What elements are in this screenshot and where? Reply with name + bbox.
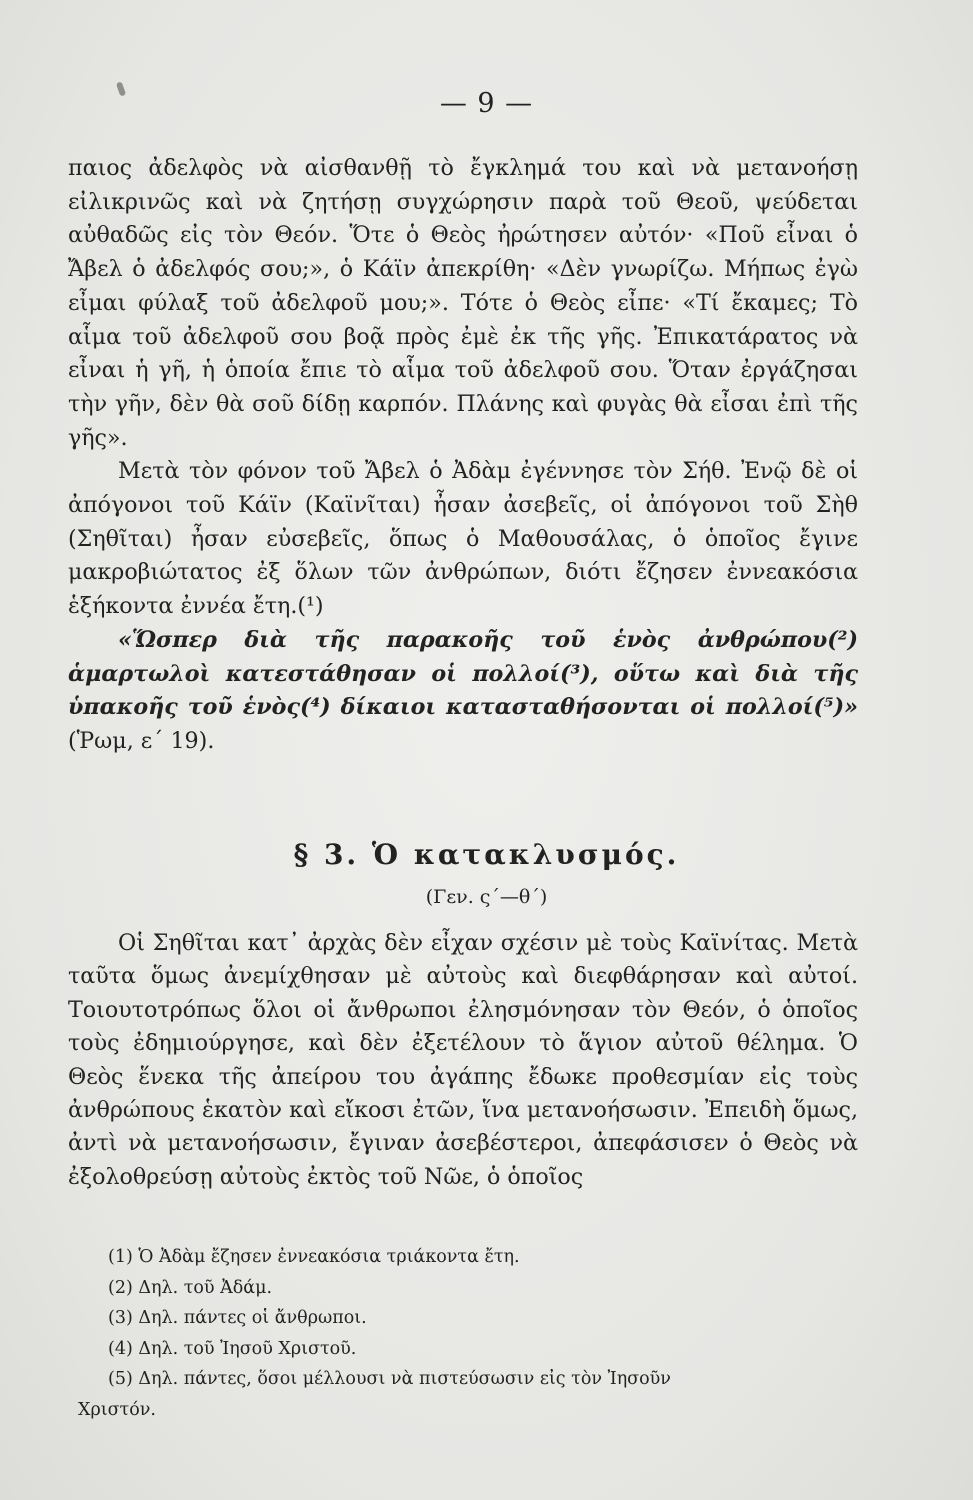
- section-paragraph: Οἱ Σηθῖται κατ᾽ ἀρχὰς δὲν εἶχαν σχέσιν μὲ τοὺς Καϊνίτας. Μετὰ ταῦτα ὅμως ἀνεμίχθησαν μὲ αὐτοὺς καὶ διεφθάρησαν καὶ αὐτοί. Τοιουτοτρόπως ὅλοι οἱ ἄνθρωποι ἐλησμόνησαν τὸν Θεόν, ὁ ὁποῖος τοὺς ἐδημιούργησε, καὶ δὲν ἐξετέλουν τὸ ἅγιον αὐτοῦ θέλημα. Ὁ Θεὸς ἕνεκα τῆς ἀπείρου του ἀγάπης ἔδωκε προθεσμίαν εἰς τοὺς ἀνθρώπους ἑκατὸν καὶ εἴκοσι ἐτῶν, ἵνα μετανοήσωσιν. Ἐπειδὴ ὅμως, ἀντὶ νὰ μετανοήσωσιν, ἔγιναν ἀσεβέστεροι, ἀπεφάσισεν ὁ Θεὸς νὰ ἐξολοθρεύσῃ αὐτοὺς ἐκτὸς τοῦ Νῶε, ὁ ὁποῖος: [68, 930, 858, 1190]
- section-text: [68, 927, 858, 1194]
- footnote-4: (4) Δηλ. τοῦ Ἰησοῦ Χριστοῦ.: [108, 1338, 357, 1359]
- scripture-quote-paragraph: [68, 624, 858, 759]
- footnote-5: (5) Δηλ. πάντες, ὅσοι μέλλουσι νὰ πιστεύσωσιν εἰς τὸν Ἰησοῦν: [108, 1369, 671, 1389]
- footnote-5-continuation: Χριστόν.: [78, 1399, 156, 1420]
- section-title: § 3. Ὁ κατακλυσμός.: [293, 838, 680, 871]
- scripture-quote: «Ὥσπερ διὰ τῆς παρακοῆς τοῦ ἑνὸς ἀνθρώπου(²) ἁμαρτωλοὶ κατεστάθησαν οἱ πολλοί(³), οὕτω καὶ διὰ τῆς ὑπακοῆς τοῦ ἑνὸς(⁴) δίκαιοι κατασταθήσονται οἱ πολλοί(⁵)»: [68, 626, 858, 721]
- footnotes: [78, 1242, 858, 1425]
- section-reference: (Γεν. ς΄—θ΄): [425, 886, 548, 908]
- footnote-3: (3) Δηλ. πάντες οἱ ἄνθρωποι.: [108, 1308, 367, 1328]
- footnote-1: (1) Ὁ Ἀδὰμ ἔζησεν ἐννεακόσια τριάκοντα ἔτη.: [108, 1247, 520, 1267]
- paragraph-1: παιος ἀδελφὸς νὰ αἰσθανθῇ τὸ ἔγκλημά του καὶ νὰ μετανοήσῃ εἰλικρινῶς καὶ νὰ ζητήσῃ συγχώρησιν παρὰ τοῦ Θεοῦ, ψεύδεται αὐθαδῶς εἰς τὸν Θεόν. Ὅτε ὁ Θεὸς ἠρώτησεν αὐτόν· «Ποῦ εἶναι ὁ Ἄβελ ὁ ἀδελφός σου;», ὁ Κάϊν ἀπεκρίθη· «Δὲν γνωρίζω. Μήπως ἐγὼ εἶμαι φύλαξ τοῦ ἀδελφοῦ μου;». Τότε ὁ Θεὸς εἶπε· «Τί ἔκαμες; Τὸ αἷμα τοῦ ἀδελφοῦ σου βοᾷ πρὸς ἐμὲ ἐκ τῆς γῆς. Ἐπικατάρατος νὰ εἶναι ἡ γῆ, ἡ ὁποία ἔπιε τὸ αἷμα τοῦ ἀδελφοῦ σου. Ὅταν ἐργάζησαι τὴν γῆν, δὲν θὰ σοῦ δίδῃ καρπόν. Πλάνης καὶ φυγὰς θὰ εἶσαι ἐπὶ τῆς γῆς».: [68, 155, 858, 451]
- scripture-reference: (Ῥωμ, ε΄ 19).: [68, 727, 215, 754]
- main-text: [68, 152, 858, 759]
- paragraph-2: Μετὰ τὸν φόνον τοῦ Ἄβελ ὁ Ἀδὰμ ἐγέννησε τὸν Σήθ. Ἐνῷ δὲ οἱ ἀπόγονοι τοῦ Κάϊν (Καϊνῖται) ἦσαν ἀσεβεῖς, οἱ ἀπόγονοι τοῦ Σὴθ (Σηθῖται) ἦσαν εὐσεβεῖς, ὅπως ὁ Μαθουσάλας, ὁ ὁποῖος ἔγινε μακροβιώτατος ἐξ ὅλων τῶν ἀνθρώπων, διότι ἔζησεν ἐννεακόσια ἑξήκοντα ἐννέα ἔτη.(¹): [68, 458, 858, 620]
- page-number: — 9 —: [439, 88, 534, 119]
- footnote-2: (2) Δηλ. τοῦ Ἀδάμ.: [108, 1277, 273, 1298]
